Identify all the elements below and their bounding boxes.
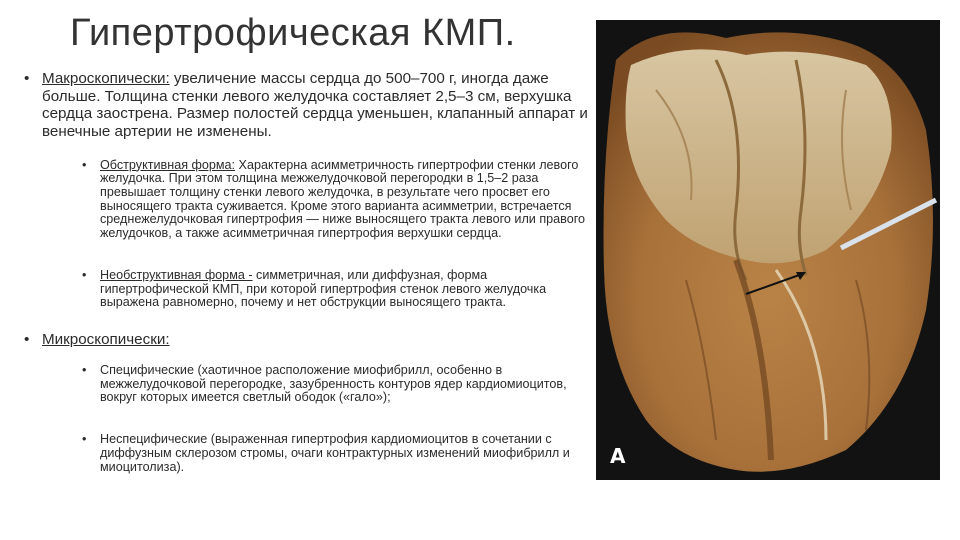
bullet: • [24, 330, 30, 348]
macro-text: увеличение массы сердца до 500–700 г, иногда даже больше. Толщина стенки левого желудочка составляет 2,5–3 см, верхушка сердца заострена. Размер полостей сердца уменьшен, клапанный аппарат и венечные артерии не изменены. [42, 70, 588, 140]
heart-specimen-illustration [596, 20, 940, 480]
obstructive-form-label: Обструктивная форма: [100, 157, 236, 172]
heart-specimen-photo [596, 20, 940, 480]
nonspecific-changes-item [78, 433, 590, 474]
nonobstructive-form-label: Необструктивная форма - [100, 268, 253, 282]
bullet: • [82, 362, 87, 377]
slide-title: Гипертрофическая КМП. [70, 12, 516, 54]
specific-changes-text: Специфические (хаотичное расположение миофибрилл, особенно в межжелудочковой перегородке, зазубренность контуров ядер кардиомиоцитов, вокруг которых имеется светлый ободок («гало»); [100, 362, 567, 405]
bullet: • [82, 268, 87, 282]
slide-body [24, 70, 590, 487]
nonobstructive-form-text: симметричная, или диффузная, форма гипертрофической КМП, при которой гипертрофия стенок левого желудочка выражена равномерно, почему и нет обструкции выносящего тракта. [100, 268, 547, 310]
figure-panel-letter: A [610, 444, 626, 468]
micro-paragraph [24, 331, 590, 349]
nonspecific-changes-text: Неспецифические (выраженная гипертрофия кардиомиоцитов в сочетании с диффузным склерозом стромы, очаги контрактурных изменений миофибрилл и миоцитолиза). [100, 432, 570, 474]
macro-paragraph [24, 70, 590, 140]
obstructive-form-text: Характерна асимметричность гипертрофии стенки левого желудочка. При этом толщина межжелудочковой перегородки в 1,5–2 раза превышает толщину стенки левого желудочка, в результате чего просвет его выносящего тракта суживается. Кроме этого варианта асимметрии, встречается среднежелудочковая гипертрофия — ниже выносящего тракта левого или правого желудочков, а также асимметричная гипертрофия верхушки сердца. [100, 157, 586, 241]
specific-changes-item [78, 364, 590, 405]
micro-heading: Микроскопически: [42, 330, 170, 348]
macro-heading: Макроскопически: [42, 70, 170, 87]
bullet: • [82, 432, 87, 447]
nonobstructive-form-item [78, 269, 590, 310]
obstructive-form-item [78, 159, 590, 241]
bullet: • [82, 157, 87, 172]
bullet: • [24, 70, 30, 87]
